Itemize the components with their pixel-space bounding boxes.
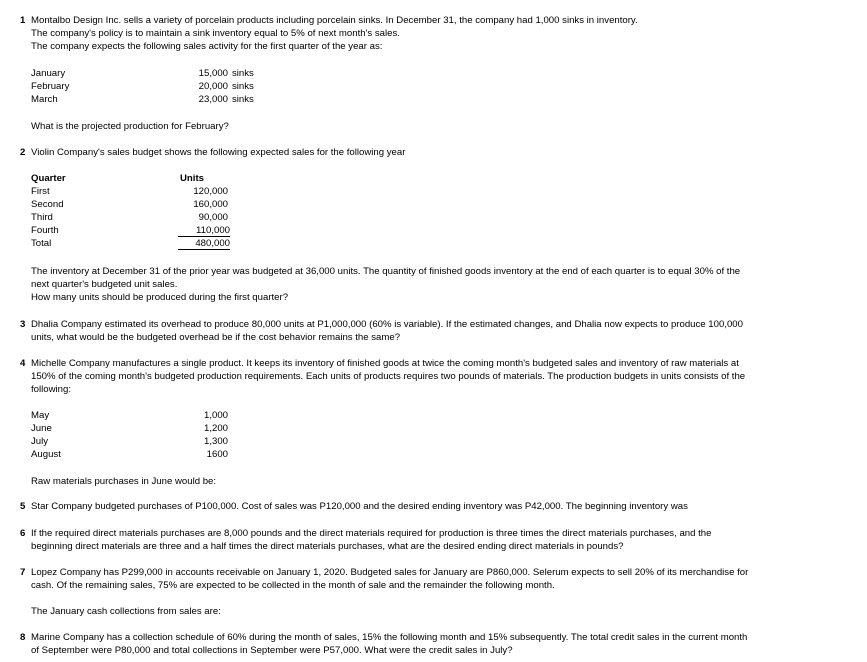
q4-month-august: August [31, 449, 61, 460]
q4-text-line2: 150% of the coming month's budgeted production requirements. Each units of products requires two pounds of materials. The production budgets in units consists of the [31, 371, 746, 382]
q2-col-quarter: Quarter [31, 173, 66, 184]
q4-text-line1: Michelle Company manufactures a single product. It keeps its inventory of finished goods at twice the coming month's budgeted sales and inventory of raw materials at [31, 358, 739, 369]
q3-text-line1: Dhalia Company estimated its overhead to produce 80,000 units at P1,000,000 (60% is variable). If the estimated changes, and Dhalia now expects to produce 100,000 [31, 319, 743, 330]
q2-col-units: Units [180, 173, 204, 184]
q1-unit-february: sinks [232, 81, 254, 92]
q5-text-line1: Star Company budgeted purchases of P100,000. Cost of sales was P120,000 and the desired ending inventory was P42,000. The beginning inventory was [31, 501, 688, 512]
q7-question: The January cash collections from sales are: [31, 606, 221, 617]
q8-text-line2: of September were P80,000 and total collections in September were P57,000. What were the credit sales in July? [31, 645, 513, 656]
q2-quarter-fourth: Fourth [31, 225, 59, 236]
q1-unit-january: sinks [232, 68, 254, 79]
q1-month-january: January [31, 68, 66, 79]
q2-number: 2 [20, 147, 26, 158]
q1-unit-march: sinks [232, 94, 254, 105]
q2-quarter-third: Third [31, 212, 53, 223]
q4-value-june: 1,200 [203, 423, 228, 434]
q1-qty-february: 20,000 [198, 81, 228, 92]
q4-number: 4 [20, 358, 26, 369]
q1-month-march: March [31, 94, 58, 105]
q4-question: Raw materials purchases in June would be: [31, 476, 217, 487]
q4-month-july: July [31, 436, 49, 447]
q1-text-line3: The company expects the following sales activity for the first quarter of the year as: [31, 41, 383, 52]
q7-number: 7 [20, 567, 26, 578]
q4-value-may: 1,000 [203, 410, 228, 421]
q2-units-fourth: 110,000 [178, 225, 230, 237]
q6-number: 6 [20, 528, 26, 539]
q3-number: 3 [20, 319, 26, 330]
q7-text-line1: Lopez Company has P299,000 in accounts receivable on January 1, 2020. Budgeted sales for January are P860,000. Selerum expects to sell 20% of its merchandise for [31, 567, 749, 578]
q7-text-line2: cash. Of the remaining sales, 75% are expected to be collected in the month of sale and the remainder the following month. [31, 580, 555, 591]
q1-month-february: February [31, 81, 70, 92]
q6-text-line2: beginning direct materials are three and a half times the direct materials purchases, what are the desired ending direct materials in pounds? [31, 541, 624, 552]
q8-number: 8 [20, 632, 26, 643]
q2-units-first: 120,000 [193, 186, 228, 197]
q4-value-august: 1600 [206, 449, 228, 460]
q1-qty-march: 23,000 [198, 94, 228, 105]
q1-text-line1: Montalbo Design Inc. sells a variety of porcelain products including porcelain sinks. In December 31, the company had 1,000 sinks in inventory. [31, 15, 638, 26]
q2-quarter-first: First [31, 186, 50, 197]
q2-paragraph-line1: The inventory at December 31 of the prior year was budgeted at 36,000 units. The quantity of finished goods inventory at the end of each quarter is to equal 30% of the [31, 266, 741, 277]
q2-units-total: 480,000 [178, 238, 230, 250]
q5-number: 5 [20, 501, 26, 512]
q4-value-july: 1,300 [203, 436, 228, 447]
q1-number: 1 [20, 15, 26, 26]
q2-question: How many units should be produced during the first quarter? [31, 292, 289, 303]
q4-month-june: June [31, 423, 52, 434]
q4-month-may: May [31, 410, 50, 421]
q2-units-third: 90,000 [198, 212, 228, 223]
q2-paragraph-line2: next quarter's budgeted unit sales. [31, 279, 178, 290]
q2-quarter-total: Total [31, 238, 52, 249]
q2-units-second: 160,000 [193, 199, 228, 210]
q1-question: What is the projected production for February? [31, 121, 229, 132]
q1-qty-january: 15,000 [198, 68, 228, 79]
q2-text-line1: Violin Company's sales budget shows the following expected sales for the following year [31, 147, 406, 158]
q6-text-line1: If the required direct materials purchases are 8,000 pounds and the direct materials required for production is three times the direct materials purchases, and the [31, 528, 712, 539]
q4-text-line3: following: [31, 384, 71, 395]
q1-text-line2: The company's policy is to maintain a sink inventory equal to 5% of next month's sales. [31, 28, 400, 39]
q8-text-line1: Marine Company has a collection schedule of 60% during the month of sales, 15% the following month and 15% subsequently. The total credit sales in the current month [31, 632, 748, 643]
q2-quarter-second: Second [31, 199, 64, 210]
q3-text-line2: units, what would be the budgeted overhead be if the cost behavior remains the same? [31, 332, 401, 343]
